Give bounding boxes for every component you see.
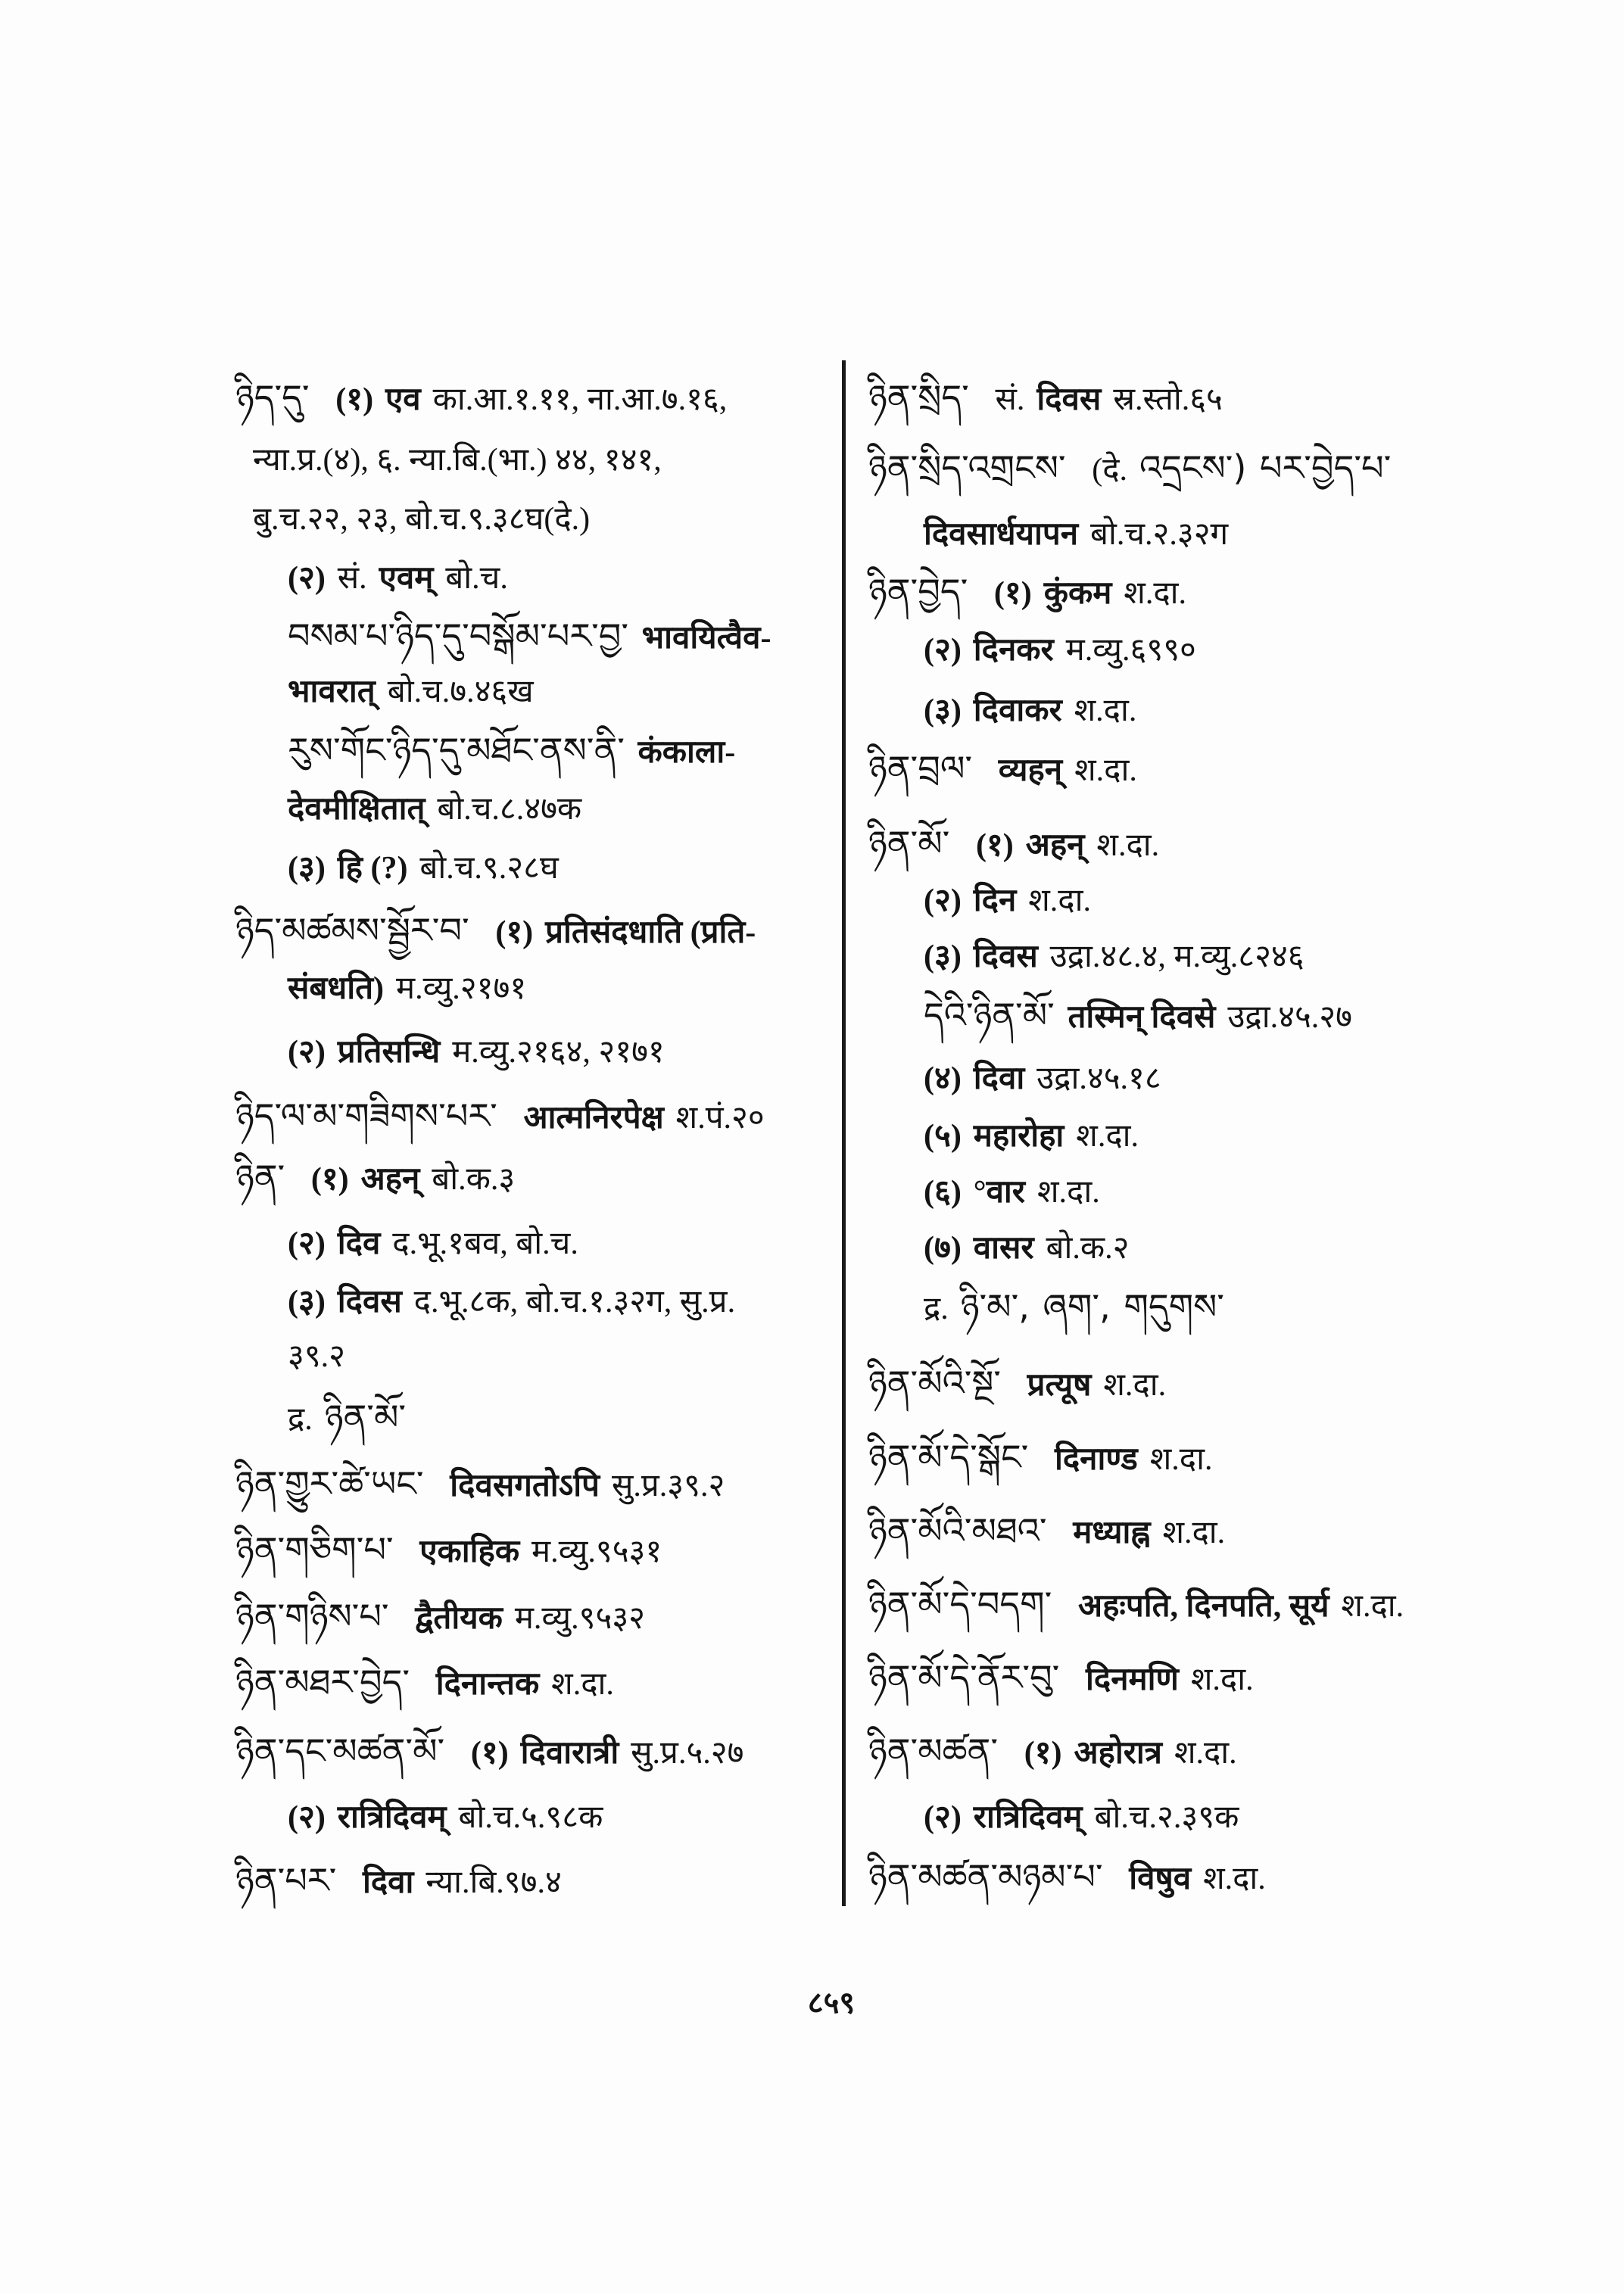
source-reference: श.दा. xyxy=(1341,1589,1404,1624)
entry-line xyxy=(868,367,1488,428)
sanskrit-equivalent: दिनमणि xyxy=(1086,1662,1179,1697)
tibetan-term: ཉིན་གཅིག་པ་ xyxy=(235,1529,394,1570)
source-reference: बो.च.२.३२ग xyxy=(1090,517,1229,552)
entry-line xyxy=(924,927,1488,987)
source-reference: का.आ.१.११, ना.आ.७.१६, xyxy=(432,382,728,417)
sanskrit-equivalent: भावरात् xyxy=(288,675,376,709)
sanskrit-equivalent: अहन् xyxy=(360,1162,420,1197)
source-reference: उद्रा.४५.१८ xyxy=(1036,1061,1161,1096)
sanskrit-equivalent: एव xyxy=(385,382,421,417)
source-reference: बो.च.८.४७क xyxy=(437,792,582,827)
sanskrit-equivalent: कुंकम xyxy=(1043,576,1112,611)
source-reference: बो.च. xyxy=(445,561,508,596)
sanskrit-equivalent: अहोरात्र xyxy=(1074,1736,1162,1771)
tibetan-term: ཉིན་དང་མཚན་མོ་ xyxy=(235,1731,445,1771)
entry-line xyxy=(924,1276,1488,1337)
sanskrit-equivalent: प्रत्यूष xyxy=(1027,1368,1092,1403)
tibetan-term: ཉིན་མཚན་ xyxy=(868,1731,999,1771)
tibetan-term: ཞག་, xyxy=(1043,1286,1111,1327)
sense-number: (४) xyxy=(924,1061,962,1096)
entry-line xyxy=(868,1574,1488,1634)
note-label: सं. xyxy=(337,561,367,596)
sanskrit-equivalent: भावयित्वैव- xyxy=(641,621,771,656)
sanskrit-equivalent: दिवारात्री xyxy=(520,1736,619,1771)
sense-number: (२) xyxy=(288,561,326,596)
sense-number: (६) xyxy=(924,1175,962,1210)
entry-line xyxy=(924,1787,1488,1848)
sanskrit-equivalent: दिवसगतोऽपि xyxy=(450,1469,600,1503)
source-reference: स्र.स्तो.६५ xyxy=(1113,382,1223,417)
source-reference: श.दा. xyxy=(551,1667,614,1702)
sense-number: (२) xyxy=(924,883,962,918)
sense-number: (३) xyxy=(924,939,962,974)
tibetan-term: ཉིན་མོ་དེ་སྒོང་ xyxy=(868,1437,1029,1478)
sanskrit-equivalent: तस्मिन् दिवसे xyxy=(1068,1000,1216,1035)
sanskrit-equivalent: वासर xyxy=(973,1231,1034,1266)
sanskrit-equivalent: प्रतिसन्धि xyxy=(337,1035,441,1070)
sanskrit-equivalent: द्वैतीयक xyxy=(415,1601,503,1636)
source-reference: बो.क.३ xyxy=(432,1162,516,1197)
tibetan-term: ཉིན་མོ་དེ་ནོར་བུ་ xyxy=(868,1657,1060,1698)
sanskrit-equivalent: रात्रिदिवम् xyxy=(973,1800,1083,1835)
sense-number: (१) xyxy=(993,576,1032,611)
tibetan-term: ཉིན་མཐར་བྱེད་ xyxy=(235,1662,410,1703)
sanskrit-equivalent: दिन xyxy=(973,883,1017,918)
sense-number: (२) xyxy=(288,1226,326,1261)
sanskrit-equivalent: देवमीक्षितात् xyxy=(288,792,425,827)
sanskrit-equivalent: दिवसार्धयापन xyxy=(924,517,1079,552)
tibetan-term: ཉིན་མཚན་མཉམ་པ་ xyxy=(868,1856,1103,1897)
sanskrit-equivalent: व्यहन् xyxy=(998,753,1063,788)
tibetan-term: ཉིན་བྱེད་ xyxy=(868,571,968,612)
sanskrit-equivalent: अहःपति, दिनपति, सूर्य xyxy=(1078,1589,1329,1624)
tibetan-term: ཉི་མ་, xyxy=(960,1286,1030,1327)
note-label: द्र. xyxy=(924,1291,949,1326)
source-reference: श.दा. xyxy=(1076,1119,1139,1154)
source-reference: श.दा. xyxy=(1074,693,1137,728)
tibetan-term: བསམ་པ་ཉིད་དུ་བསྒོམ་པར་བྱ་ xyxy=(288,615,629,656)
tibetan-term: ཉིན་མོ་ xyxy=(868,823,950,864)
note-label: द्र. xyxy=(288,1402,313,1437)
source-reference: बो.च.२.३९क xyxy=(1094,1800,1239,1835)
source-reference: सु.प्र.५.२७ xyxy=(631,1736,744,1771)
note-label: (दे. xyxy=(1092,453,1128,488)
sense-number: (२) xyxy=(924,633,962,668)
source-reference: न्या.प्र.(४), ६. न्या.बि.(भा.) ४४, १४१, xyxy=(253,443,662,478)
tibetan-term: རུས་གོང་ཉིད་དུ་མཐོང་ནས་ནི་ xyxy=(288,730,625,771)
sense-number: (१) xyxy=(470,1736,509,1771)
entry-line xyxy=(868,738,1488,799)
source-reference: श.दा. xyxy=(1103,1368,1167,1403)
tibetan-term: དེའི་ཉིན་མོ་ xyxy=(924,995,1055,1036)
sanskrit-equivalent: दिवा xyxy=(362,1865,414,1900)
sense-number: (१) xyxy=(310,1162,349,1197)
sanskrit-equivalent: दिवा xyxy=(973,1061,1025,1096)
entry-line xyxy=(924,504,1488,565)
sanskrit-equivalent: विषुव xyxy=(1129,1862,1192,1896)
source-reference: द.भू.८क, बो.च.१.३२ग, सु.प्र. xyxy=(413,1285,736,1319)
tibetan-term: ཉིན་སྲིད་འགྲངས་ xyxy=(868,447,1066,488)
source-reference: श.दा. xyxy=(1036,1175,1100,1210)
source-reference: श.दा. xyxy=(1096,828,1160,863)
sanskrit-equivalent: एवम् xyxy=(379,561,434,596)
source-reference: म.व्यु.२१७१ xyxy=(395,971,527,1006)
note-label: सं. xyxy=(995,382,1025,417)
source-reference: श.दा. xyxy=(1149,1442,1213,1477)
source-reference: बु.च.२२, २३, बो.च.९.३८घ(दे.) xyxy=(253,502,591,537)
tibetan-term: གདུགས་ xyxy=(1124,1286,1224,1327)
entry-line xyxy=(868,1647,1488,1708)
source-reference: श.दा. xyxy=(1162,1516,1226,1550)
sanskrit-equivalent: दिनान्तक xyxy=(435,1667,540,1702)
entry-line xyxy=(868,1427,1488,1488)
sanskrit-equivalent: प्रतिसंदधाति (प्रति- xyxy=(545,915,756,950)
sense-number: (५) xyxy=(924,1119,962,1154)
source-reference: म.व्यु.९५३१ xyxy=(531,1534,662,1569)
page-number: ८५९ xyxy=(807,1986,856,2020)
tibetan-term: ཉིད་ལ་མ་གཟིགས་པར་ xyxy=(235,1095,497,1136)
source-reference: बो.च.९.२८घ xyxy=(419,851,559,886)
entry-line xyxy=(924,871,1488,931)
source-reference: उद्रा.४८.४, म.व्यु.८२४६ xyxy=(1049,939,1304,974)
tibetan-term: ཉིན་གཉིས་པ་ xyxy=(235,1596,389,1637)
tibetan-term: ཉིན་བྲལ་ xyxy=(868,748,973,789)
tibetan-term: ཉིན་སྲིད་ xyxy=(868,377,969,418)
source-reference: श.दा. xyxy=(1124,576,1187,611)
source-reference: म.व्यु.६९९० xyxy=(1065,633,1196,668)
source-reference: बो.च.७.४६ख xyxy=(387,675,534,709)
sense-number: (३) xyxy=(288,851,326,886)
source-reference: उद्रा.४५.२७ xyxy=(1227,1000,1352,1035)
sense-number: (१) xyxy=(975,828,1014,863)
sanskrit-equivalent: दिनाण्ड xyxy=(1054,1442,1138,1477)
source-reference: सु.प्र.३९.२ xyxy=(611,1469,725,1503)
sanskrit-equivalent: दिवस xyxy=(973,939,1038,974)
entry-line xyxy=(924,1048,1488,1109)
sanskrit-equivalent: दिनकर xyxy=(973,633,1054,668)
entry-line xyxy=(924,1106,1488,1167)
entry-line xyxy=(868,1721,1488,1781)
entry-line xyxy=(924,620,1488,681)
tibetan-term: ཉིན་མོའི་སྔོ་ xyxy=(868,1363,1002,1404)
entry-line xyxy=(868,561,1488,622)
source-reference: न्या.बि.९७.४ xyxy=(425,1865,562,1900)
sanskrit-equivalent: दिवस xyxy=(337,1285,402,1319)
source-reference: ३९.२ xyxy=(288,1339,346,1374)
tibetan-term: ཉིན་པར་ xyxy=(235,1860,337,1901)
sanskrit-equivalent: °वार xyxy=(973,1175,1025,1210)
tibetan-term: ཉིན་མོའི་མཐའ་ xyxy=(868,1510,1047,1551)
entry-line xyxy=(868,438,1488,498)
tibetan-term: ཉིན་ xyxy=(235,1157,285,1198)
sanskrit-equivalent: रात्रिदिवम् xyxy=(337,1800,447,1835)
entry-line xyxy=(924,1162,1488,1223)
source-reference: बो.च.५.९८क xyxy=(458,1800,603,1835)
entry-line xyxy=(868,1500,1488,1561)
source-reference: म.व्यु.९५३२ xyxy=(514,1601,646,1636)
entry-line xyxy=(924,985,1488,1045)
source-reference: श.दा. xyxy=(1028,883,1091,918)
sanskrit-equivalent: मध्याह्न xyxy=(1073,1516,1151,1550)
entry-line xyxy=(924,681,1488,741)
sanskrit-equivalent: हि (?) xyxy=(337,851,408,886)
sense-number: (३) xyxy=(924,693,962,728)
sense-number: (२) xyxy=(288,1035,326,1070)
source-reference: द.भू.१बव, बो.च. xyxy=(392,1226,578,1261)
entry-line xyxy=(868,813,1488,874)
source-reference: श.पं.२० xyxy=(675,1101,765,1136)
sense-number: (१) xyxy=(1024,1736,1062,1771)
sanskrit-equivalent: एकाहिक xyxy=(419,1534,520,1569)
sense-number: (२) xyxy=(288,1800,326,1835)
source-reference: म.व्यु.२१६४, २१७१ xyxy=(452,1035,665,1070)
entry-line xyxy=(868,1353,1488,1413)
source-reference: श.दा. xyxy=(1190,1662,1254,1697)
sense-number: (१) xyxy=(335,382,374,417)
source-reference: श.दा. xyxy=(1074,753,1137,788)
source-reference: बो.क.२ xyxy=(1046,1231,1130,1266)
sense-number: (७) xyxy=(924,1231,962,1266)
source-reference: श.दा. xyxy=(1174,1736,1237,1771)
sense-number: (२) xyxy=(924,1800,962,1835)
tibetan-term: པར་བྱེད་པ་ xyxy=(1259,447,1392,488)
sense-number: (१) xyxy=(495,915,534,950)
entry-line xyxy=(924,1218,1488,1279)
tibetan-term: ཉིད་དུ་ xyxy=(235,377,310,418)
sanskrit-equivalent: कंकाला- xyxy=(637,735,736,770)
tibetan-term: ཉིན་མོ་ xyxy=(324,1397,407,1438)
sanskrit-equivalent: दिवस xyxy=(1036,382,1102,417)
sanskrit-equivalent: अहन् xyxy=(1025,828,1085,863)
entry-line xyxy=(868,1846,1488,1907)
sense-number: (३) xyxy=(288,1285,326,1319)
tibetan-term: ཉིན་གྱུར་ཚེ་ཡང་ xyxy=(235,1463,424,1504)
sanskrit-equivalent: संबधति) xyxy=(288,971,385,1006)
tibetan-term: ཉིན་མོ་དེ་བདག་ xyxy=(868,1584,1052,1625)
sanskrit-equivalent: महारोहा xyxy=(973,1119,1064,1154)
tibetan-term: འདྲངས་) xyxy=(1139,447,1247,488)
sanskrit-equivalent: दिवाकर xyxy=(973,693,1062,728)
source-reference: श.दा. xyxy=(1203,1862,1266,1896)
sanskrit-equivalent: आत्मनिरपेक्ष xyxy=(523,1101,664,1136)
tibetan-term: ཉིད་མཚམས་སྦྱོར་བ་ xyxy=(235,910,469,951)
sanskrit-equivalent: दिव xyxy=(337,1226,381,1261)
